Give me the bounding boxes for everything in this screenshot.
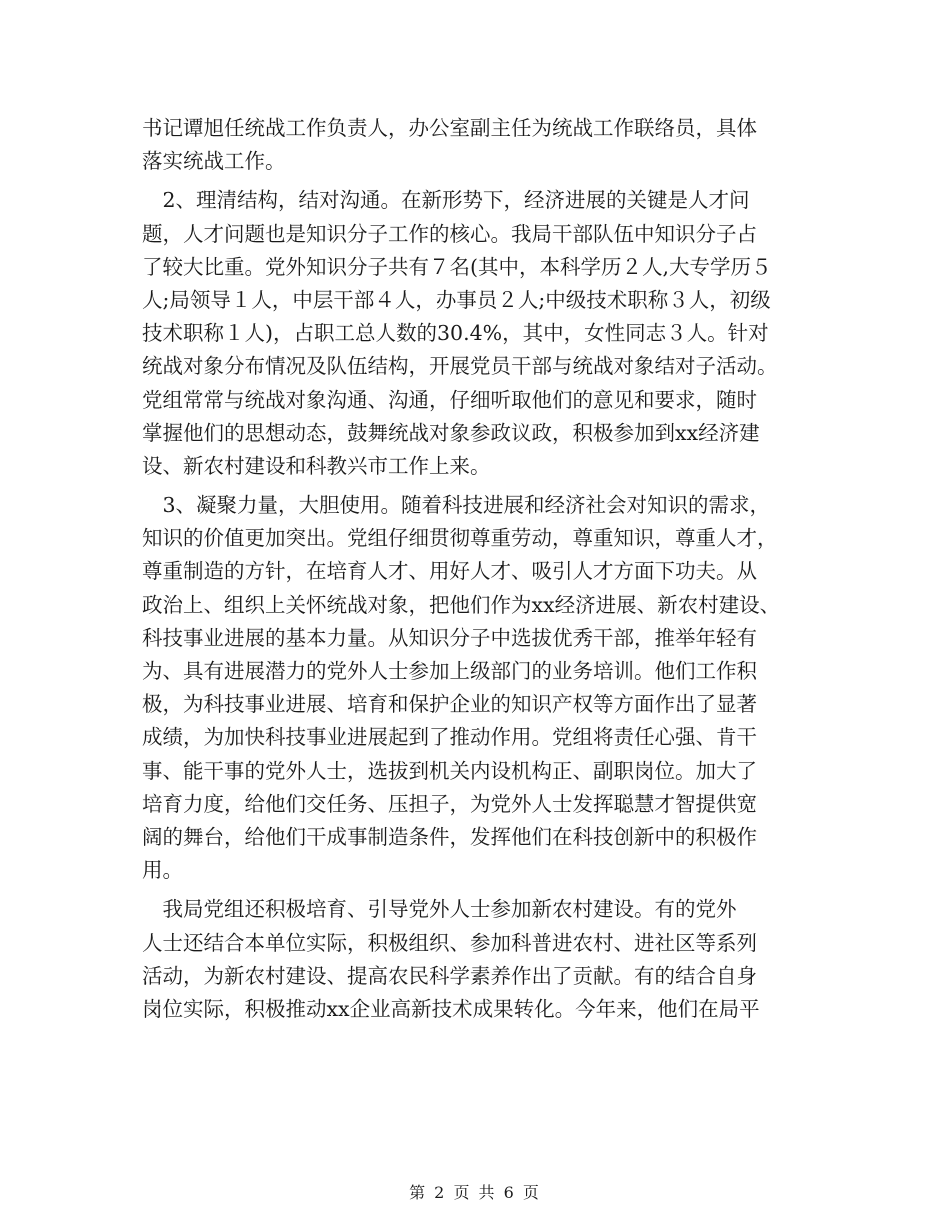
text-line: 3、凝聚力量，大胆使用。随着科技进展和经济社会对知识的需求， xyxy=(142,493,771,518)
text-line: 活动，为新农村建设、提高农民科学素养作出了贡献。有的结合自身 xyxy=(142,963,757,988)
text-line: 为、具有进展潜力的党外人士参加上级部门的业务培训。他们工作积 xyxy=(142,659,757,683)
text-line: 事、能干事的党外人士，选拔到机关内设机构正、副职岗位。加大了 xyxy=(142,758,757,783)
text-line: 题，人才问题也是知识分子工作的核心。我局干部队伍中知识分子占 xyxy=(142,221,757,246)
text-line: 人;局领导１人，中层干部４人，办事员２人;中级技术职称３人，初级 xyxy=(142,287,771,312)
text-line: 人士还结合本单位实际，积极组织、参加科普进农村、进社区等系列 xyxy=(142,930,757,955)
text-line: 岗位实际，积极推动xx企业高新技术成果转化。今年来，他们在局平 xyxy=(142,996,760,1021)
page-footer: 第 2 页 共 6 页 xyxy=(409,1183,541,1202)
text-line: 2、理清结构，结对沟通。在新形势下，经济进展的关键是人才问 xyxy=(142,188,750,213)
text-line: 了较大比重。党外知识分子共有７名(其中，本科学历２人,大专学历５ xyxy=(142,254,772,279)
text-line: 用。 xyxy=(142,858,183,883)
text-line: 政治上、组织上关怀统战对象，把他们作为xx经济进展、新农村建设、 xyxy=(142,592,781,617)
text-line: 知识的价值更加突出。党组仔细贯彻尊重劳动，尊重知识，尊重人才， xyxy=(142,526,778,551)
text-line: 科技事业进展的基本力量。从知识分子中选拔优秀干部，推举年轻有 xyxy=(142,625,757,650)
text-line: 书记谭旭任统战工作负责人，办公室副主任为统战工作联络员，具体 xyxy=(142,116,757,140)
text-line: 党组常常与统战对象沟通、沟通，仔细听取他们的意见和要求，随时 xyxy=(142,387,757,412)
document-body xyxy=(142,112,822,1026)
text-line: 落实统战工作。 xyxy=(142,149,286,174)
text-line: 掌握他们的思想动态，鼓舞统战对象参政议政，积极参加到xx经济建 xyxy=(142,420,760,445)
text-line: 尊重制造的方针，在培育人才、用好人才、吸引人才方面下功夫。从 xyxy=(142,559,757,584)
text-line: 极，为科技事业进展、培育和保护企业的知识产权等方面作出了显著 xyxy=(142,692,757,717)
text-line: 我局党组还积极培育、引导党外人士参加新农村建设。有的党外 xyxy=(142,897,737,922)
text-line: 设、新农村建设和科教兴市工作上来。 xyxy=(142,453,491,478)
text-line: 技术职称１人)，占职工总人数的30.4%，其中，女性同志３人。针对 xyxy=(142,321,769,346)
text-line: 阔的舞台，给他们干成事制造条件，发挥他们在科技创新中的积极作 xyxy=(142,824,757,849)
text-line: 统战对象分布情况及队伍结构，开展党员干部与统战对象结对子活动。 xyxy=(142,354,778,379)
text-line: 培育力度，给他们交任务、压担子，为党外人士发挥聪慧才智提供宽 xyxy=(142,791,757,816)
text-line: 成绩，为加快科技事业进展起到了推动作用。党组将责任心强、肯干 xyxy=(142,725,757,750)
